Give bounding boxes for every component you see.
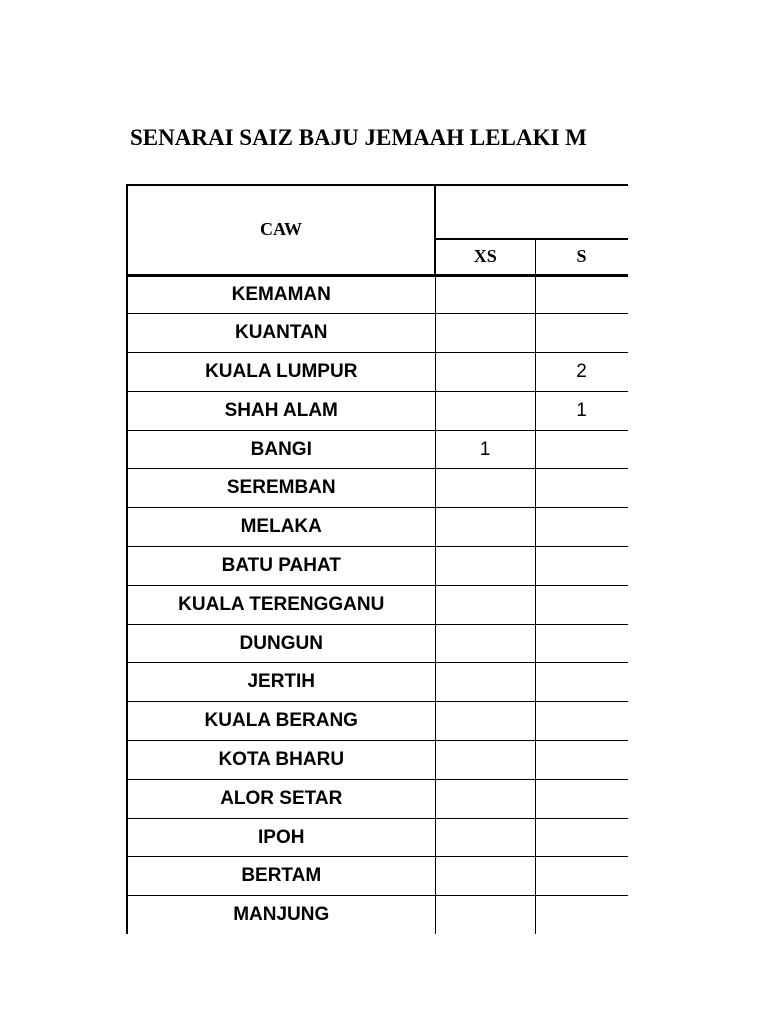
cell-s (535, 585, 628, 624)
cell-xs (435, 508, 535, 547)
caw-name: BERTAM (127, 857, 435, 896)
cell-xs (435, 857, 535, 896)
header-row-top (127, 185, 628, 239)
cell-s (535, 702, 628, 741)
cell-s (535, 430, 628, 469)
cell-s (535, 741, 628, 780)
cell-s: 1 (535, 391, 628, 430)
size-header-s: S (535, 239, 628, 275)
cell-xs (435, 779, 535, 818)
cell-s (535, 779, 628, 818)
table-row (127, 585, 628, 624)
caw-name: KUALA TERENGGANU (127, 585, 435, 624)
cell-xs (435, 585, 535, 624)
table-row (127, 275, 628, 314)
size-group-header (435, 185, 628, 239)
cell-xs (435, 624, 535, 663)
caw-name: JERTIH (127, 663, 435, 702)
caw-name: SEREMBAN (127, 469, 435, 508)
table-row (127, 430, 628, 469)
table-row (127, 663, 628, 702)
cell-xs (435, 469, 535, 508)
table-row (127, 314, 628, 353)
caw-name: SHAH ALAM (127, 391, 435, 430)
caw-name: KEMAMAN (127, 275, 435, 314)
cell-s (535, 663, 628, 702)
shirt-size-table (126, 184, 628, 934)
table-row (127, 353, 628, 392)
table-row (127, 469, 628, 508)
cell-xs (435, 547, 535, 586)
table-row (127, 818, 628, 857)
document-title: SENARAI SAIZ BAJU JEMAAH LELAKI M (130, 125, 587, 150)
table-row (127, 391, 628, 430)
cell-s (535, 275, 628, 314)
cell-s (535, 896, 628, 934)
cell-xs (435, 353, 535, 392)
table-row (127, 547, 628, 586)
cell-s (535, 857, 628, 896)
cell-xs (435, 314, 535, 353)
caw-name: KUALA BERANG (127, 702, 435, 741)
cell-xs (435, 702, 535, 741)
caw-name: KUALA LUMPUR (127, 353, 435, 392)
cell-s (535, 818, 628, 857)
caw-name: BATU PAHAT (127, 547, 435, 586)
table-row (127, 741, 628, 780)
cell-xs (435, 818, 535, 857)
cell-xs (435, 663, 535, 702)
table-row (127, 896, 628, 934)
caw-name: BANGI (127, 430, 435, 469)
caw-header: CAW (127, 185, 435, 275)
caw-name: MANJUNG (127, 896, 435, 934)
caw-name: KUANTAN (127, 314, 435, 353)
table-body (127, 275, 628, 934)
table-row (127, 702, 628, 741)
cell-s (535, 624, 628, 663)
caw-name: ALOR SETAR (127, 779, 435, 818)
cell-xs (435, 741, 535, 780)
cell-xs: 1 (435, 430, 535, 469)
table-row (127, 624, 628, 663)
cell-s (535, 314, 628, 353)
size-header-xs: XS (435, 239, 535, 275)
cell-xs (435, 896, 535, 934)
cell-s (535, 547, 628, 586)
cell-s (535, 508, 628, 547)
table-row (127, 508, 628, 547)
table-row (127, 779, 628, 818)
cell-xs (435, 391, 535, 430)
cell-s: 2 (535, 353, 628, 392)
caw-name: MELAKA (127, 508, 435, 547)
caw-name: KOTA BHARU (127, 741, 435, 780)
table-row (127, 857, 628, 896)
cell-xs (435, 275, 535, 314)
cell-s (535, 469, 628, 508)
caw-name: IPOH (127, 818, 435, 857)
caw-name: DUNGUN (127, 624, 435, 663)
